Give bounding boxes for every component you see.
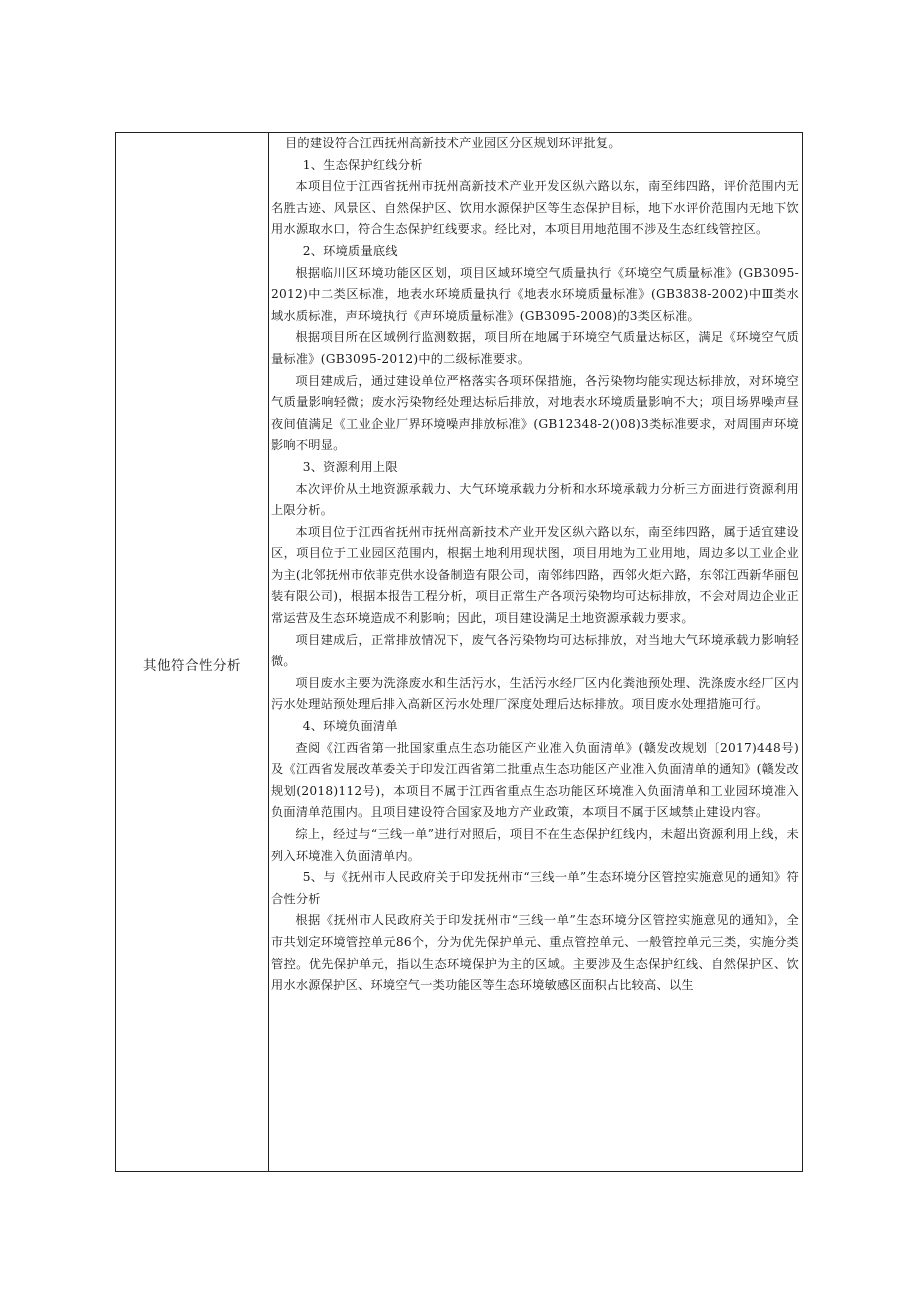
section-heading-4: 4、环境负面清单 [302,719,398,734]
section-heading-5: 5、与《抚州市人民政府关于印发抚州市“三线一单”生态环境分区管控实施意见的通知》符合性分析 [271,870,799,906]
section-heading-1: 1、生态保护红线分析 [302,157,423,172]
paragraph: 查阅《江西省第一批国家重点生态功能区产业准入负面清单》(赣发改规划〔2017)448号)及《江西省发展改革委关于印发江西省第二批重点生态功能区产业准入负面清单的通知》(赣发改规划(2018)112号)，本项目不属于江西省重点生态功能区环境准入负面清单和工业园环境准入负面清单范围内。且项目建设符合国家及地方产业政策，本项目不属于区域禁止建设内容。 [271,740,799,820]
content-table [115,132,803,1172]
analysis-cell [269,133,802,1171]
paragraph-intro: 目的建设符合江西抚州高新技术产业园区分区规划环评批复。 [285,136,621,150]
paragraph: 本项目位于江西省抚州市抚州高新技术产业开发区纵六路以东，南至纬四路，评价范围内无名胜古迹、风景区、自然保护区、饮用水源保护区等生态保护目标，地下水评价范围内无地下饮用水源取水口，符合生态保护红线要求。经比对，本项目用地范围不涉及生态红线管控区。 [271,179,799,237]
row-label: 其他符合性分析 [143,658,241,674]
paragraph: 项目建成后，正常排放情况下，废气各污染物均可达标排放，对当地大气环境承载力影响轻微。 [271,632,799,669]
paragraph: 本项目位于江西省抚州市抚州高新技术产业开发区纵六路以东，南至纬四路，属于适宜建设区，项目位于工业园区范围内，根据土地利用现状图，项目用地为工业用地，周边多以工业企业为主(北邻抚州市依菲克供水设备制造有限公司，南邻纬四路，西邻火炬六路，东邻江西新华丽包装有限公司)，根据本报告工程分析，项目正常生产各项污染物均可达标排放，不会对周边企业正常运营及生态环境造成不利影响；因此，项目建设满足土地资源承载力要求。 [271,524,799,626]
paragraph: 本次评价从土地资源承载力、大气环境承载力分析和水环境承载力分析三方面进行资源利用上限分析。 [271,481,799,518]
paragraph: 根据临川区环境功能区区划，项目区域环境空气质量执行《环境空气质量标准》(GB3095-2012)中二类区标准，地表水环境质量执行《地表水环境质量标准》(GB3838-2002)中Ⅲ类水域水质标准，声环境执行《声环境质量标准》(GB3095-2008)的3类区标准。 [271,265,799,323]
section-heading-2: 2、环境质量底线 [302,243,398,258]
paragraph: 项目废水主要为洗涤废水和生活污水，生活污水经厂区内化粪池预处理、洗涤废水经厂区内污水处理站预处理后排入高新区污水处理厂深度处理后达标排放。项目废水处理措施可行。 [271,675,799,712]
paragraph: 项目建成后，通过建设单位严格落实各项环保措施，各污染物均能实现达标排放，对环境空气质量影响轻微；废水污染物经处理达标后排放，对地表水环境质量影响不大；项目场界噪声昼夜间值满足《工业企业厂界环境噪声排放标准》(GB12348-2()08)3类标准要求，对周围声环境影响不明显。 [271,373,799,453]
paragraph: 根据项目所在区域例行监测数据，项目所在地属于环境空气质量达标区，满足《环境空气质量标准》(GB3095-2012)中的二级标准要求。 [271,330,799,366]
label-cell [116,133,269,1171]
paragraph: 综上，经过与“三线一单”进行对照后，项目不在生态保护红线内，未超出资源利用上线，未列入环境准入负面清单内。 [271,827,799,863]
paragraph: 根据《抚州市人民政府关于印发抚州市“三线一单”生态环境分区管控实施意见的通知》，全市共划定环境管控单元86个，分为优先保护单元、重点管控单元、一般管控单元三类，实施分类管控。优先保护单元，指以生态环境保护为主的区域。主要涉及生态保护红线、自然保护区、饮用水水源保护区、环境空气一类功能区等生态环境敏感区面积占比较高、以生 [271,913,799,993]
section-heading-3: 3、资源利用上限 [302,459,398,474]
